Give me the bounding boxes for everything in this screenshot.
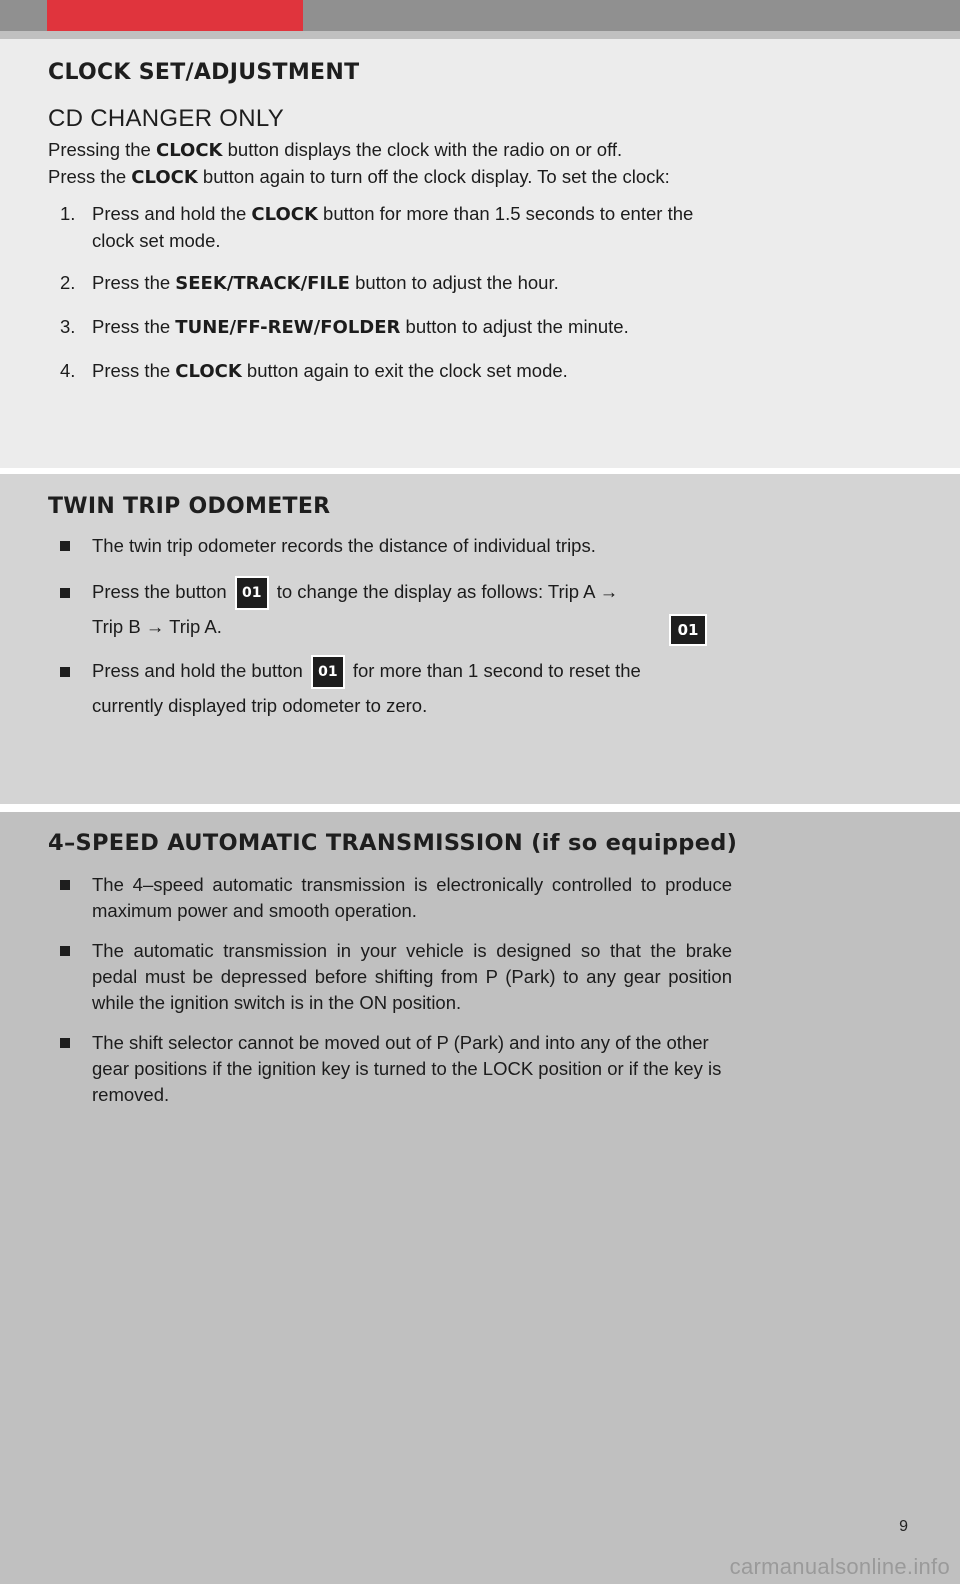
odometer-bullet <box>48 533 652 559</box>
watermark: carmanualsonline.info <box>729 1554 950 1579</box>
top-bar-accent <box>47 0 303 31</box>
bullet-text: The shift selector cannot be moved out of P (Park) and into any of the other gear positions if the ignition key is turned to the LOCK position or if the key is removed. <box>92 1032 722 1105</box>
step-text: Press the <box>92 316 176 337</box>
bullet-square-icon <box>60 946 70 956</box>
clock-section <box>0 39 960 468</box>
step-keyword: TUNE/FF-REW/FOLDER <box>175 317 401 338</box>
step-text: Press and hold the <box>92 203 252 224</box>
intro-text: button displays the clock with the radio on or off. <box>222 139 623 160</box>
odometer-section <box>0 474 960 804</box>
bullet-text: to change the display as follows: Trip A → Trip B → Trip A. <box>92 581 619 638</box>
section-divider <box>0 804 960 812</box>
bullet-square-icon <box>60 667 70 677</box>
trip-button-illustration: 01 <box>669 614 707 646</box>
clock-step <box>48 314 732 341</box>
transmission-bullet <box>48 1030 732 1108</box>
step-number: 2. <box>60 272 76 293</box>
bullet-square-icon <box>60 588 70 598</box>
step-number: 3. <box>60 316 76 337</box>
odometer-heading: TWIN TRIP ODOMETER <box>48 494 331 519</box>
step-text: button for more than 1.5 seconds to enter the clock set mode. <box>92 203 694 251</box>
step-text: button to adjust the minute. <box>400 316 629 337</box>
step-text: button again to exit the clock set mode. <box>241 360 568 381</box>
bullet-text: Press and hold the button <box>92 660 303 682</box>
bullet-text: The twin trip odometer records the distance of individual trips. <box>92 535 596 556</box>
step-keyword: SEEK/TRACK/FILE <box>175 273 350 294</box>
transmission-heading: 4–SPEED AUTOMATIC TRANSMISSION (if so equipped) <box>48 830 738 856</box>
bullet-text: Press the button <box>92 581 227 602</box>
transmission-bullet <box>48 872 732 924</box>
odometer-bullet <box>48 654 672 723</box>
clock-step <box>48 201 732 254</box>
bullet-square-icon <box>60 541 70 551</box>
clock-heading: CLOCK SET/ADJUSTMENT <box>48 60 360 85</box>
step-text: Press the <box>92 272 176 293</box>
trip-button-icon: 01 <box>311 655 345 689</box>
transmission-section <box>0 812 960 1584</box>
step-keyword: CLOCK <box>175 361 242 382</box>
odometer-bullet <box>48 575 652 644</box>
trip-button-icon: 01 <box>235 576 269 610</box>
intro-text: button again to turn off the clock display. To set the clock: <box>197 166 670 187</box>
intro-text: Pressing the <box>48 139 156 160</box>
clock-step <box>48 270 732 297</box>
clock-keyword: CLOCK <box>155 140 223 161</box>
bullet-text: The 4–speed automatic transmission is electronically controlled to produce maximum power and smooth operation. <box>92 874 732 921</box>
clock-keyword: CLOCK <box>131 167 198 188</box>
clock-step <box>48 358 732 385</box>
bullet-text: for more than 1 second to reset the currently displayed trip odometer to zero. <box>92 660 641 717</box>
clock-subheading: CD CHANGER ONLY <box>48 105 285 132</box>
bullet-square-icon <box>60 1038 70 1048</box>
top-bar <box>0 0 960 31</box>
intro-text: Press the <box>48 166 132 187</box>
clock-intro <box>48 137 718 191</box>
step-text: button to adjust the hour. <box>349 272 559 293</box>
page-number: 9 <box>899 1518 908 1535</box>
transmission-bullet <box>48 938 732 1016</box>
step-number: 1. <box>60 203 76 224</box>
step-keyword: CLOCK <box>251 204 318 225</box>
step-number: 4. <box>60 360 76 381</box>
bullet-square-icon <box>60 880 70 890</box>
clock-steps <box>48 201 960 385</box>
bullet-text: The automatic transmission in your vehicle is designed so that the brake pedal must be depressed before shifting from P (Park) to any gear position while the ignition switch is in the ON position. <box>92 940 732 1013</box>
step-text: Press the <box>92 360 176 381</box>
